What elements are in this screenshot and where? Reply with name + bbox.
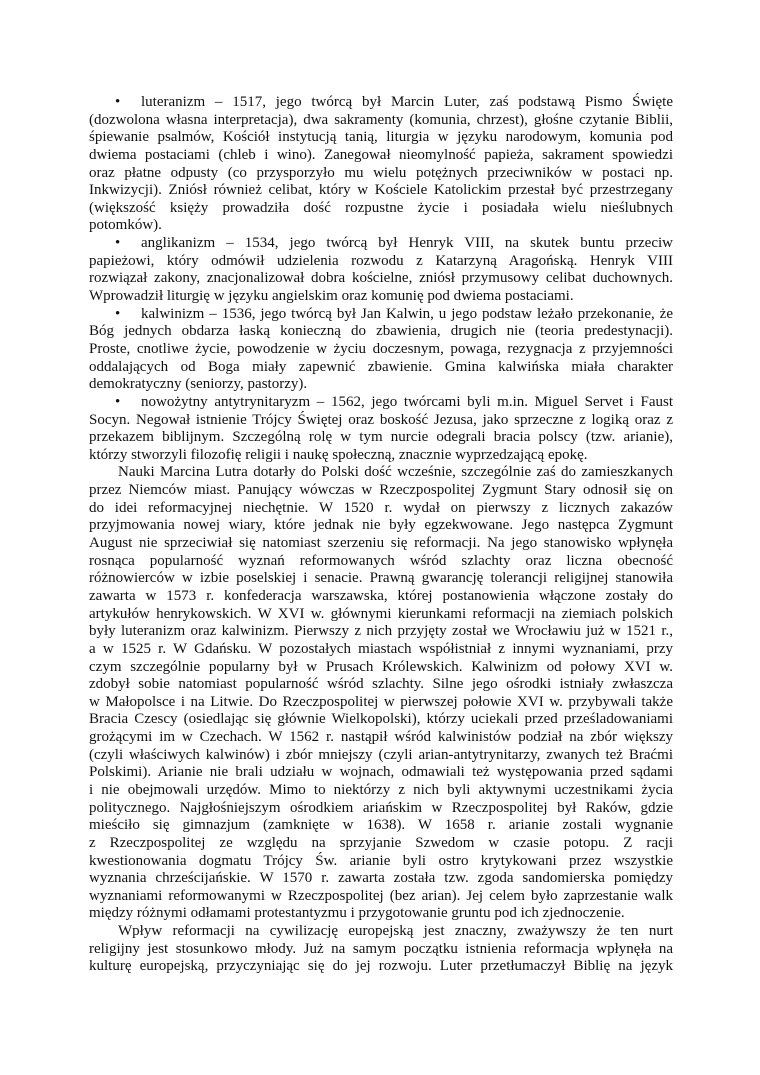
text-line: zawarta w 1573 r. konfederacja warszawska, której postanowienia włączone zostały do (89, 587, 673, 604)
text-line: Socyn. Negował istnienie Trójcy Świętej oraz boskość Jezusa, jako sprzeczne z logiką oraz z (89, 411, 673, 428)
text-line: śpiewanie psalmów, Kościół instytucją tanią, liturgia w języku narodowym, komunia pod (89, 129, 673, 146)
text-line: Nauki Marcina Lutra dotarły do Polski dość wcześnie, szczególnie zaś do zamieszkanych (118, 464, 673, 481)
text-line: (czyli właściwych kalwinów) i zbór mniejszy (czyli arian-antytrynitarzy, zwanych też Braćmi (89, 746, 673, 763)
text-line: demokratyczny (seniorzy, pastorzy). (89, 376, 308, 393)
text-line: przez Niemców miast. Panujący wówczas w Rzeczpospolitej Zygmunt Stary odnosił się on (89, 482, 673, 499)
text-line: do idei reformacyjnej niechętnie. W 1520 r. wydał on pierwszy z licznych zakazów (89, 499, 673, 516)
text-line: Inkwizycji). Zniósł również celibat, który w Kościele Katolickim przestał być przestrzegany (89, 182, 673, 199)
text-line: różnowierców w izbie poselskiej i senacie. Prawną gwarancję tolerancji religijnej stanowiła (89, 570, 673, 587)
text-line: artykułów henrykowskich. W XVI w. głównymi kierunkami reformacji na ziemiach polskich (89, 605, 673, 622)
text-line: Polskimi). Arianie nie brali udziału w wojnach, odmawiali też występowania przed sądami (89, 764, 673, 781)
text-line: (dozwolona własna interpretacja), dwa sakramenty (komunia, chrzest), głośne czytanie Biblii, (89, 111, 673, 128)
text-line: oddalających od Boga miały zapewnić zbawienie. Gmina kalwińska miała charakter (89, 358, 673, 375)
document-page (89, 94, 673, 976)
text-line: a w 1525 r. W Gdańsku. W pozostałych miastach współistniał z innymi wyznaniami, przy (89, 640, 673, 657)
text-line: Wprowadził liturgię w języku angielskim oraz komunię pod dwiema postaciami. (89, 288, 574, 305)
bullet-item (89, 394, 673, 465)
text-line: Bóg jednych obdarza łaską konieczną do zbawienia, drugich nie (teoria predestynacji). (89, 323, 673, 340)
text-line: między różnymi odłamami protestantyzmu i przygotowanie gruntu pod ich zjednoczenie. (89, 905, 625, 922)
text-line: grożącymi im w Czechach. W 1562 r. nastąpił wśród kalwinistów podział na zbór większy (89, 729, 673, 746)
text-line: potomków). (89, 217, 162, 234)
text-line: kulturę europejską, przyczyniając się do jej rozwoju. Luter przetłumaczył Biblię na język (89, 958, 673, 975)
bullet-icon: • (115, 393, 121, 410)
text-line: i nie obejmowali urzędów. Mimo to niektórzy z nich byli aktywnymi uczestnikami życia (89, 781, 673, 798)
text-line: zdobył sobie natomiast popularność wśród szlachty. Silne jego ośrodki istniały zwłaszcza (89, 676, 673, 693)
bullet-text: luteranizm – 1517, jego twórcą był Marcin Luter, zaś podstawą Pismo Święte (141, 94, 673, 110)
text-line: mieściło się gimnazjum (zamknięte w 1638). W 1658 r. arianie zostali wygnanie (89, 817, 673, 834)
text-line: którzy stworzyli filozofię religii i naukę społeczną, znacznie wyprzedzającą epokę. (89, 446, 588, 463)
text-line: oraz płatne odpusty (co przysporzyło mu wielu potężnych przeciwników w postaci np. (89, 164, 673, 181)
bullet-item (89, 94, 673, 235)
bullet-icon: • (115, 94, 121, 110)
bullet-icon: • (115, 305, 121, 322)
text-line: Proste, cnotliwe życie, powodzenie w życiu doczesnym, powaga, rezygnacja z przyjemności (89, 340, 673, 357)
text-line (89, 306, 673, 324)
bullet-item (89, 235, 673, 306)
text-line: były luteranizm oraz kalwinizm. Pierwszy z nich przyjęty został we Wrocławiu już w 1521 r., (89, 623, 673, 640)
bullet-text: anglikanizm – 1534, jego twórcą był Henryk VIII, na skutek buntu przeciw (141, 235, 673, 252)
text-line: czym szczególnie popularny był w Prusach Królewskich. Kalwinizm od połowy XVI w. (89, 658, 673, 675)
text-line: rosnąca popularność wyznań reformowanych wśród szlachty oraz liczna obecność (89, 552, 673, 569)
bullet-item (89, 306, 673, 394)
text-line (89, 94, 673, 112)
text-line: rozwiązał zakony, znacjonalizował dobra kościelne, zniósł przymusowy celibat duchownych. (89, 270, 673, 287)
text-line: przekazem biblijnym. Szczególną rolę w tym nurcie odegrali bracia polscy (tzw. arianie), (89, 429, 673, 446)
text-line: politycznego. Najgłośniejszym ośrodkiem ariańskim w Rzeczpospolitej był Raków, gdzie (89, 799, 673, 816)
paragraph (89, 464, 673, 923)
text-line (89, 235, 673, 253)
paragraph (89, 923, 673, 976)
bullet-text: kalwinizm – 1536, jego twórcą był Jan Kalwin, u jego podstaw leżało przekonanie, że (141, 305, 673, 322)
text-line: dwiema postaciami (chleb i wino). Zanegował nieomylność papieża, sakrament spowiedzi (89, 146, 673, 163)
text-line: August nie sprzeciwiał się natomiast szerzeniu się reformacji. Na jego stanowisko wpłynęła (89, 535, 673, 552)
text-line: papieżowi, który odmówił udzielenia rozwodu z Katarzyną Aragońską. Henryk VIII (89, 252, 673, 269)
text-line: Wpływ reformacji na cywilizację europejską jest znaczny, zważywszy że ten nurt (118, 923, 673, 940)
bullet-icon: • (115, 235, 121, 252)
bullet-text: nowożytny antytrynitaryzm – 1562, jego twórcami byli m.in. Miguel Servet i Faust (141, 393, 673, 410)
text-line: religijny jest stosunkowo młody. Już na samym początku istnienia reformacja wpłynęła na (89, 940, 673, 957)
text-line: w Małopolsce i na Litwie. Do Rzeczpospolitej w pierwszej połowie XVI w. przybywali także (89, 693, 673, 710)
text-line: wyznania chrześcijańskie. W 1570 r. zawarta została tzw. zgoda sandomierska pomiędzy (89, 870, 673, 887)
text-line: Bracia Czescy (osiedlając się głównie Wielkopolski), którzy uciekali przed prześladowaniami (89, 711, 673, 728)
text-line: przyjmowania nowej wiary, które jednak nie były egzekwowane. Jego następca Zygmunt (89, 517, 673, 534)
text-line: kwestionowania dogmatu Trójcy Św. arianie byli ostro krytykowani przez wszystkie (89, 852, 673, 869)
text-line: z Rzeczpospolitej ze względu na sprzyjanie Szwedom w czasie potopu. Z racji (89, 834, 673, 851)
text-line: (większość księży prowadziła dość rozpustne życie i posiadała wielu nieślubnych (89, 199, 673, 216)
text-line (89, 394, 673, 412)
text-line: wyznaniami reformowanymi w Rzeczpospolitej (bez arian). Jej celem było zaprzestanie walk (89, 887, 673, 904)
